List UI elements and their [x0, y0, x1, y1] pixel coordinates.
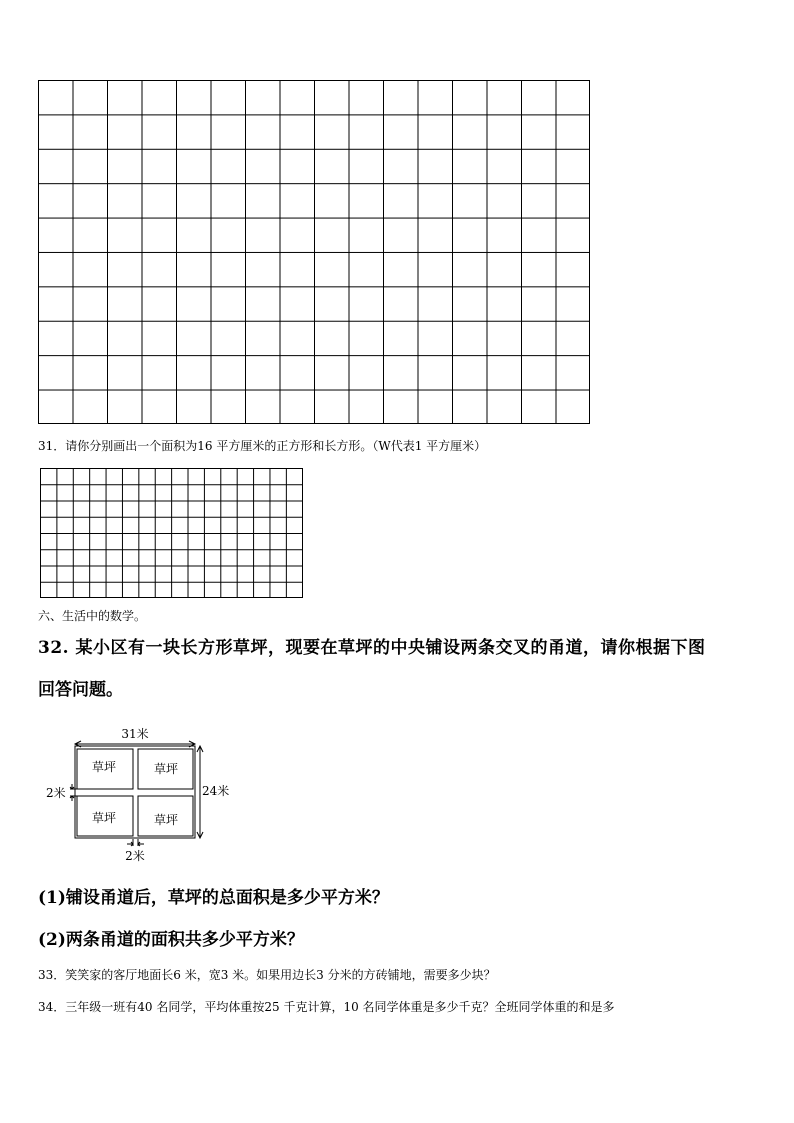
- question-31: 31．请你分别画出一个面积为16 平方厘米的正方形和长方形。（W代表1 平方厘米）: [38, 439, 487, 453]
- question-32-sub2: (2)两条甬道的面积共多少平方米？: [38, 930, 304, 950]
- lawn-label-2: 草坪: [153, 762, 179, 776]
- road-label-left: 2米: [46, 786, 66, 800]
- lawn-label-1: 草坪: [91, 760, 117, 774]
- drawing-grid-large: [38, 80, 590, 424]
- height-label: 24米: [202, 784, 230, 798]
- question-33: 33．笑笑家的客厅地面长6 米，宽3 米。如果用边长3 分米的方砖铺地，需要多少块？: [38, 968, 496, 982]
- question-32-sub1: (1)铺设甬道后，草坪的总面积是多少平方米？: [38, 888, 389, 908]
- lawn-label-3: 草坪: [91, 811, 117, 825]
- lawn-label-4: 草坪: [153, 813, 179, 827]
- road-label-bottom: 2米: [125, 849, 145, 863]
- drawing-grid-small: [40, 468, 303, 598]
- question-32-line1: 32. 某小区有一块长方形草坪，现要在草坪的中央铺设两条交叉的甬道，请你根据下图: [38, 638, 706, 658]
- question-34: 34．三年级一班有40 名同学，平均体重按25 千克计算，10 名同学体重是多少千克？全班同学体重的和是多: [38, 1000, 615, 1014]
- section-6-heading: 六、生活中的数学。: [38, 609, 147, 623]
- width-label: 31米: [121, 727, 149, 741]
- question-32-line2: 回答问题。: [38, 680, 123, 700]
- lawn-diagram: [40, 718, 250, 868]
